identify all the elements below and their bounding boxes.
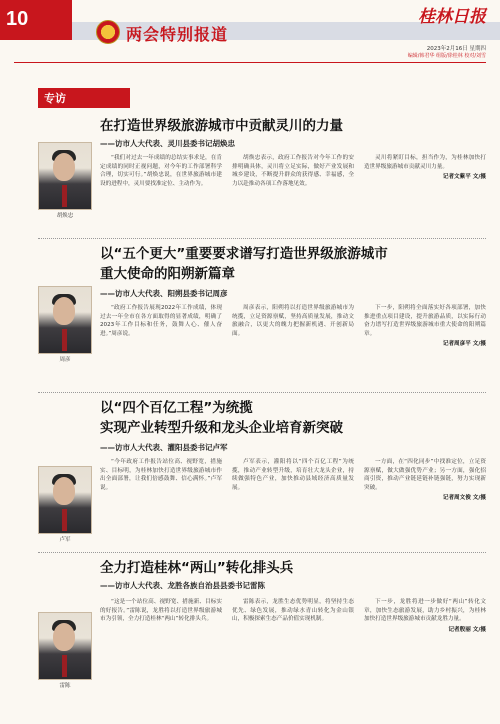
article-paragraph: 下一步，龙胜将进一步做好“两山”转化文章，加快生态旅游发展，助力乡村振兴，为桂林加快打造世界级旅游城市贡献龙胜力量。 <box>364 599 486 623</box>
article-body <box>100 154 486 232</box>
article-paragraph: 卢军表示，灌阳将以“四个百亿工程”为统揽，推动产业转型升级，培育壮大龙头企业，持续做强特色产业，加快推动县域经济高质量发展。 <box>232 459 354 491</box>
article-separator <box>38 392 486 393</box>
article-separator <box>38 552 486 553</box>
article-byline: 记者殷丽 文/摄 <box>448 626 486 633</box>
article-title-line2: 实现产业转型升级和龙头企业培育新突破 <box>100 420 343 436</box>
page-header <box>0 0 500 66</box>
article-paragraph: 一方面，在“四化同步”中找准定位，立足资源禀赋，做大做强优势产业；另一方面，强化招商引资，推动产业链延链补链强链，努力实现新突破。 <box>364 459 486 491</box>
article-paragraph: “政府工作报告展现2022年工作成绩，体现过去一年全市在各方面取得的显著成绩，明确了2023年工作目标和任务，鼓舞人心、催人奋进。”周彦说。 <box>100 305 222 337</box>
article-body <box>100 304 486 386</box>
article-paragraph: 雷陈表示，龙胜生态优势明显，将坚持生态优先、绿色发展，推动绿水青山转化为金山银山，积极探索生态产品价值实现机制。 <box>232 599 354 623</box>
article-byline: 记者周彦平 文/摄 <box>442 341 486 348</box>
article-title: 在打造世界级旅游城市中贡献灵川的力量 <box>100 118 343 134</box>
page-number: 10 <box>6 8 29 30</box>
photo-caption: 雷陈 <box>59 683 71 689</box>
photo-caption: 周彦 <box>59 357 71 363</box>
author-photo <box>38 142 92 210</box>
newspaper-logo: 桂林日报 <box>418 7 486 27</box>
photo-tie <box>62 329 67 351</box>
article-body <box>100 598 486 714</box>
article-paragraph: 周彦表示，阳朔将以打造世界级旅游城市为统揽，立足资源禀赋，坚持高质量发展，推动文旅融合，以更大的魄力把握新机遇、开创新局面。 <box>232 305 354 337</box>
header-divider <box>14 62 486 63</box>
photo-face <box>53 297 75 325</box>
article-paragraph: 下一步，阳朔将全面落实好各项部署，加快推进重点项目建设，提升旅游品质，以实际行动奋力谱写打造世界级旅游城市重大使命的阳朔篇章。 <box>364 305 486 337</box>
photo-face <box>53 623 75 651</box>
editor-line: 编辑/韩君华 组版/徐桂林 校对/刘雪 <box>407 53 486 59</box>
article-paragraph: 灵川将紧盯目标，担当作为，为桂林加快打造世界级旅游城市贡献灵川力量。 <box>364 155 486 170</box>
photo-caption: 卢军 <box>59 537 71 543</box>
article-title: 以“五个更大”重要要求谱写打造世界级旅游城市 <box>100 246 388 262</box>
article-separator <box>38 238 486 239</box>
article-title: 全力打造桂林“两山”转化排头兵 <box>100 560 294 576</box>
article-paragraph: “这是一个站位高、视野宽、措施新、目标实的好报告。”雷陈说，龙胜将以打造世界级旅游城市为引领，全力打造桂林“两山”转化排头兵。 <box>100 599 222 623</box>
author-photo <box>38 612 92 680</box>
article-subtitle: ——访市人大代表、龙胜各族自治县县委书记雷陈 <box>100 581 265 590</box>
article-subtitle: ——访市人大代表、阳朔县委书记周彦 <box>100 289 228 298</box>
emblem-icon <box>96 20 120 44</box>
date-line: 2023年2月16日 星期四 <box>426 46 486 52</box>
section-title: 两会特别报道 <box>126 25 229 44</box>
article-byline: 记者文紫平 文/摄 <box>442 174 486 181</box>
article-title-line2: 重大使命的阳朔新篇章 <box>100 266 235 282</box>
article-subtitle: ——访市人大代表、灵川县委书记胡焕忠 <box>100 139 235 148</box>
photo-tie <box>62 185 67 207</box>
photo-face <box>53 153 75 181</box>
photo-caption: 胡焕忠 <box>56 213 74 219</box>
author-photo <box>38 466 92 534</box>
article-paragraph: 胡焕忠表示，政府工作报告对今年工作的安排明确具体，灵川将立足实际，做好产业发展和城乡建设，不断提升群众的获得感、幸福感，全力以赴推动各项工作落地见效。 <box>232 155 354 187</box>
article-paragraph: “今年政府工作报告站位高、视野宽，措施实、目标明，为桂林加快打造世界级旅游城市作出全面部署，让我们倍感鼓舞、信心满怀。”卢军说。 <box>100 459 222 491</box>
article-title: 以“四个百亿工程”为统揽 <box>100 400 253 416</box>
article-byline: 记者周文俊 文/摄 <box>442 495 486 502</box>
photo-tie <box>62 509 67 531</box>
column-tab-label: 专访 <box>44 92 66 105</box>
photo-face <box>53 477 75 505</box>
article-paragraph: “我们对过去一年成绩的总结实事求是，在肯定成绩的同时正视问题，对今年的工作部署科学合理，切实可行。”胡焕忠说，在世界旅游城市建设的进程中，灵川要找准定位、主动作为。 <box>100 155 222 187</box>
article-body <box>100 458 486 542</box>
author-photo <box>38 286 92 354</box>
photo-tie <box>62 655 67 677</box>
article-subtitle: ——访市人大代表、灌阳县委书记卢军 <box>100 443 228 452</box>
